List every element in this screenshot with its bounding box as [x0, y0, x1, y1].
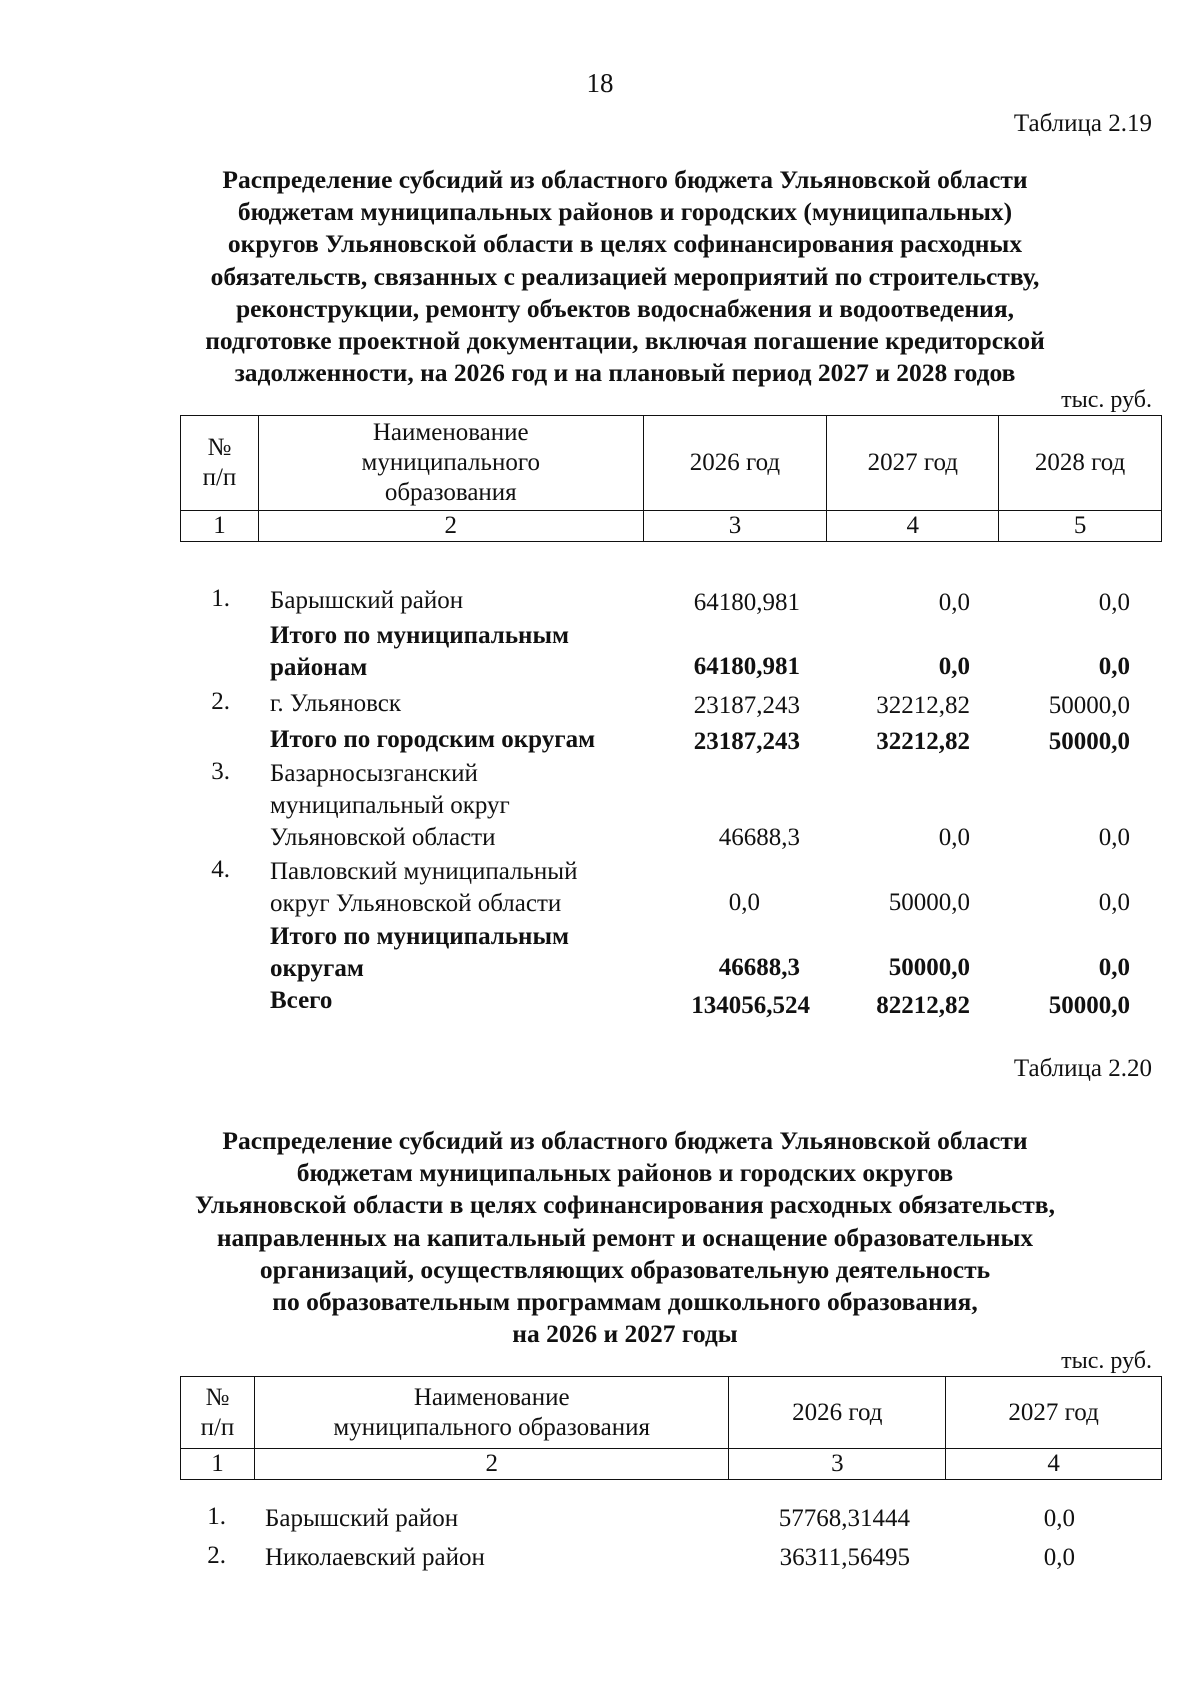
- row-name: Павловский муниципальный округ Ульяновской области: [270, 858, 578, 917]
- row-name: Барышский район: [265, 1505, 459, 1532]
- title-line: бюджетам муниципальных районов и городских (муниципальных): [237, 197, 1013, 227]
- title-line: организаций, осуществляющих образовательную деятельность: [259, 1254, 991, 1284]
- row-name: г. Ульяновск: [270, 690, 401, 717]
- value-2027: 0,0: [1043, 1505, 1075, 1532]
- index-cell: 3: [643, 511, 827, 542]
- header-2026: 2026 год: [729, 1377, 946, 1449]
- value-2027: 0,0: [1043, 1544, 1075, 1571]
- row-name: Барышский район: [270, 587, 464, 614]
- title-line: подготовке проектной документации, включая погашение кредиторской: [205, 326, 1045, 356]
- value-2027: 32212,82: [876, 728, 970, 755]
- index-cell: 2: [254, 1449, 729, 1480]
- units-label: тыс. руб.: [1061, 1348, 1152, 1374]
- row-number: 1.: [207, 1503, 226, 1530]
- value-2027: 0,0: [938, 589, 970, 616]
- title-line: на 2026 и 2027 годы: [512, 1319, 738, 1349]
- row-name: Николаевский район: [265, 1544, 485, 1571]
- value-2028: 0,0: [1098, 889, 1130, 916]
- header-2027: 2027 год: [946, 1377, 1162, 1449]
- title-line: бюджетам муниципальных районов и городских округов: [296, 1158, 954, 1188]
- value-2027: 50000,0: [888, 889, 970, 916]
- title-line: Распределение субсидий из областного бюджета Ульяновской области: [222, 165, 1028, 194]
- title-line: округов Ульяновской области в целях софинансирования расходных: [227, 229, 1023, 259]
- value-2026: 134056,524: [691, 992, 810, 1019]
- value-2026: 23187,243: [693, 728, 800, 755]
- header-no: № п/п: [181, 416, 259, 511]
- value-2027: 32212,82: [876, 692, 970, 719]
- value-2028: 0,0: [1098, 589, 1130, 616]
- header-2027: 2027 год: [827, 416, 999, 511]
- header-name: Наименование муниципального образования: [258, 416, 643, 511]
- table-label-2-20: Таблица 2.20: [1013, 1055, 1152, 1082]
- row-number: 3.: [211, 758, 230, 785]
- row-number: 4.: [211, 856, 230, 883]
- row-number: 2.: [207, 1542, 226, 1569]
- value-2027: 0,0: [938, 824, 970, 851]
- table-label-2-19: Таблица 2.19: [1013, 110, 1152, 137]
- row-name: Всего: [270, 987, 333, 1014]
- value-2026: 46688,3: [718, 954, 800, 981]
- value-2026: 0,0: [728, 889, 760, 916]
- value-2026: 64180,981: [693, 589, 800, 616]
- value-2028: 50000,0: [1048, 728, 1130, 755]
- row-number: 2.: [211, 688, 230, 715]
- title-line: по образовательным программам дошкольного образования,: [272, 1287, 978, 1317]
- header-2028: 2028 год: [999, 416, 1162, 511]
- row-name: Итого по муниципальным районам: [270, 622, 569, 681]
- title-line: реконструкции, ремонту объектов водоснабжения и водоотведения,: [235, 293, 1014, 323]
- title-line: задолженности, на 2026 год и на плановый период 2027 и 2028 годов: [234, 358, 1016, 388]
- header-2026: 2026 год: [643, 416, 827, 511]
- value-2026: 57768,31444: [778, 1505, 910, 1532]
- title-line: Ульяновской области в целях софинансирования расходных обязательств,: [195, 1190, 1055, 1220]
- value-2026: 64180,981: [693, 653, 800, 680]
- title-line: обязательств, связанных с реализацией мероприятий по строительству,: [210, 261, 1040, 291]
- value-2028: 0,0: [1098, 954, 1130, 981]
- value-2027: 82212,82: [876, 992, 970, 1019]
- index-cell: 5: [999, 511, 1162, 542]
- page-number: 18: [586, 68, 614, 98]
- row-name: Итого по городским округам: [270, 726, 596, 753]
- index-cell: 3: [729, 1449, 946, 1480]
- value-2028: 0,0: [1098, 653, 1130, 680]
- value-2026: 23187,243: [693, 692, 800, 719]
- index-cell: 1: [181, 511, 259, 542]
- header-no: № п/п: [181, 1377, 255, 1449]
- header-name: Наименование муниципального образования: [254, 1377, 729, 1449]
- value-2028: 0,0: [1098, 824, 1130, 851]
- value-2026: 36311,56495: [779, 1544, 910, 1571]
- title-line: Распределение субсидий из областного бюджета Ульяновской области: [222, 1126, 1028, 1155]
- value-2028: 50000,0: [1048, 992, 1130, 1019]
- row-name: Базарносызганский муниципальный округ Ульяновской области: [270, 760, 510, 851]
- value-2026: 46688,3: [718, 824, 800, 851]
- row-name: Итого по муниципальным округам: [270, 923, 569, 982]
- index-cell: 1: [181, 1449, 255, 1480]
- value-2027: 50000,0: [888, 954, 970, 981]
- units-label: тыс. руб.: [1061, 387, 1152, 413]
- index-cell: 2: [258, 511, 643, 542]
- row-number: 1.: [211, 585, 230, 612]
- value-2028: 50000,0: [1048, 692, 1130, 719]
- value-2027: 0,0: [938, 653, 970, 680]
- index-cell: 4: [946, 1449, 1162, 1480]
- title-line: направленных на капитальный ремонт и оснащение образовательных: [216, 1222, 1034, 1252]
- index-cell: 4: [827, 511, 999, 542]
